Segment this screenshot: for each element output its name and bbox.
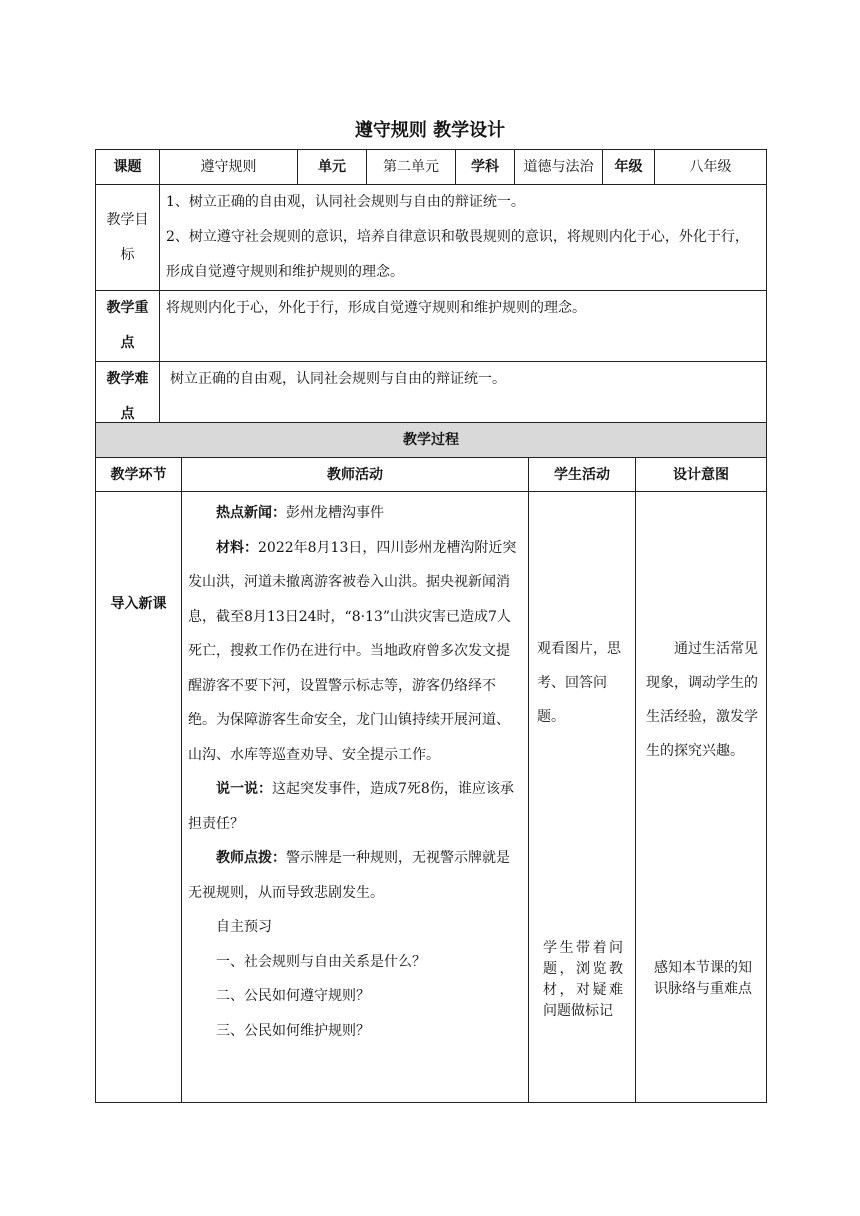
topic-label: 课题: [96, 150, 160, 185]
column-header: 教师活动: [182, 458, 529, 492]
goals-label: 教学目标: [96, 185, 160, 291]
material-text: 2022年8月13日，四川彭州龙槽沟附近突发山洪，河道未撤离游客被卷入山洪。据央视新闻消息，截至8月13日24时，“8·13”山洪灾害已造成7人死亡，搜救工作仍在进行中。当地政府曾多次发文提醒游客不要下河，设置警示标志等，游客仍络绎不绝。为保障游客生命安全，龙门山镇持续开展河道、山沟、水库等巡查劝导、安全提示工作。: [188, 539, 517, 763]
preview-item: 一、社会规则与自由关系是什么？: [216, 953, 426, 970]
preview-title: 自主预习: [216, 919, 272, 935]
column-header: 设计意图: [636, 458, 767, 492]
news-paragraph: [188, 496, 522, 531]
process-table: [95, 422, 767, 1103]
grade-value: 八年级: [655, 150, 767, 185]
goal-item: 2、树立遵守社会规则的意识，培养自律意识和敬畏规则的意识，将规则内化于心，外化于行，形成自觉遵守规则和维护规则的理念。: [166, 229, 749, 280]
process-section-title: 教学过程: [96, 423, 767, 458]
material-label: 材料：: [216, 539, 258, 556]
goals-content: [160, 185, 767, 291]
key-points-label: 教学重点: [96, 291, 160, 362]
column-header: 学生活动: [529, 458, 636, 492]
design-intent: [636, 492, 767, 1103]
stage-name: 导入新课: [96, 492, 182, 1103]
unit-value: 第二单元: [367, 150, 456, 185]
news-label: 热点新闻：: [216, 505, 286, 521]
preview-item: 二、公民如何遵守规则？: [216, 988, 370, 1004]
material-paragraph: [188, 531, 522, 773]
preview-item: 三、公民如何维护规则？: [216, 1022, 370, 1039]
say-paragraph: [188, 772, 522, 841]
intent-1: 通过生活常见现象，调动学生的生活经验，激发学生的探究兴趣。: [646, 641, 758, 759]
difficulties-text: 树立正确的自由观，认同社会规则与自由的辩证统一。: [160, 362, 767, 433]
intent-2: 感知本节课的知识脉络与重难点: [654, 960, 752, 997]
news-title: 彭州龙槽沟事件: [286, 505, 384, 521]
tip-label: 教师点拨：: [216, 850, 286, 866]
grade-label: 年级: [603, 150, 655, 185]
unit-label: 单元: [298, 150, 367, 185]
student-activity: [529, 492, 636, 1103]
subject-value: 道德与法治: [515, 150, 603, 185]
teacher-activity: [182, 492, 529, 1103]
tip-paragraph: [188, 841, 522, 910]
difficulties-label: 教学难点: [96, 362, 160, 433]
subject-label: 学科: [456, 150, 515, 185]
key-points-text: 将规则内化于心，外化于行，形成自觉遵守规则和维护规则的理念。: [160, 291, 767, 362]
info-table: [95, 149, 767, 433]
goal-item: 1、树立正确的自由观，认同社会规则与自由的辩证统一。: [166, 194, 525, 210]
column-header: 教学环节: [96, 458, 182, 492]
student-activity-2: 学生带着问题，浏览教材，对疑难问题做标记: [543, 940, 623, 1019]
topic-value: 遵守规则: [160, 150, 298, 185]
say-text: 这起突发事件，造成7死8伤，谁应该承担责任？: [188, 781, 514, 832]
tip-text: 警示牌是一种规则，无视警示牌就是无视规则，从而导致悲剧发生。: [188, 850, 510, 901]
say-label: 说一说：: [216, 781, 272, 797]
student-activity-1: 观看图片，思考、回答问题。: [537, 641, 621, 725]
document-title: 遵守规则 教学设计: [354, 120, 506, 141]
